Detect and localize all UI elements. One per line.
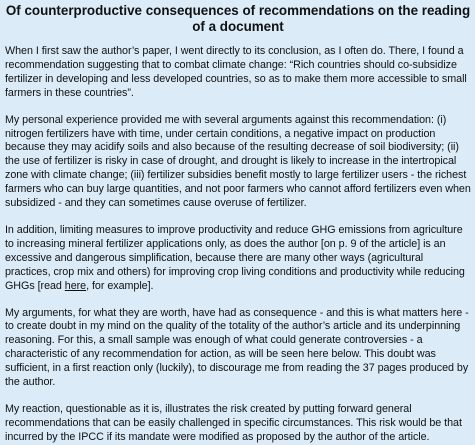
paragraph-conclusion: My reaction, questionable as it is, illustrates the risk created by putting forward general recommendations that can be easily challenged in specific circumstances. This risk would be that incurred by the IPCC if its mandate were modified as proposed by the author of the article. bbox=[5, 402, 462, 443]
paragraph-intro: When I first saw the author’s paper, I went directly to its conclusion, as I often do. There, I found a recommendation suggesting that to combat climate change: “Rich countries should co-subsidize fertilizer in developing and less developed countries, so as to make them more accessible to small farmers in these countries”. bbox=[5, 45, 467, 99]
paragraph-consequence: My arguments, for what they are worth, have had as consequence - and this is what matters here - to create doubt in my mind on the quality of the totality of the author’s article and its underpinning reasoning. For this, a small sample was enough of what could generate controversies - a characteristic of any recommendation for action, as will be seen here below. This doubt was sufficient, in a first reaction only (luckily), to discourage me from reading the 37 pages produced by the author. bbox=[5, 306, 469, 389]
paragraph-addition bbox=[5, 224, 471, 294]
paragraph-addition-text-before: In addition, limiting measures to improve productivity and reduce GHG emissions from agriculture to increasing mineral fertilizer applications only, as does the author [on p. 9 of the article] is an excessive and dangerous simplification, because there are many other ways (agricultural practices, crop mix and others) for improving crop living conditions and productivity while reducing GHGs [read bbox=[5, 223, 465, 292]
document-title: Of counterproductive consequences of recommendations on the reading of a document bbox=[5, 3, 471, 34]
paragraph-arguments: My personal experience provided me with several arguments against this recommendation: (i) nitrogen fertilizers have with time, under certain conditions, a negative impact on production because they may acidify soils and also because of the resulting decrease of soil biodiversity; (ii) the use of fertilizer is risky in case of drought, and drought is likely to increase in the intertropical zone with climate change; (iii) fertilizer subsidies benefit mostly to large fertilizer users - the richest farmers who can buy large quantities, and not poor farmers who cannot afford fertilizers even when subsidized - and they can sometimes cause overuse of fertilizer. bbox=[5, 113, 471, 210]
paragraph-addition-text-after: , for example]. bbox=[86, 279, 154, 292]
here-link[interactable]: here bbox=[64, 279, 87, 292]
